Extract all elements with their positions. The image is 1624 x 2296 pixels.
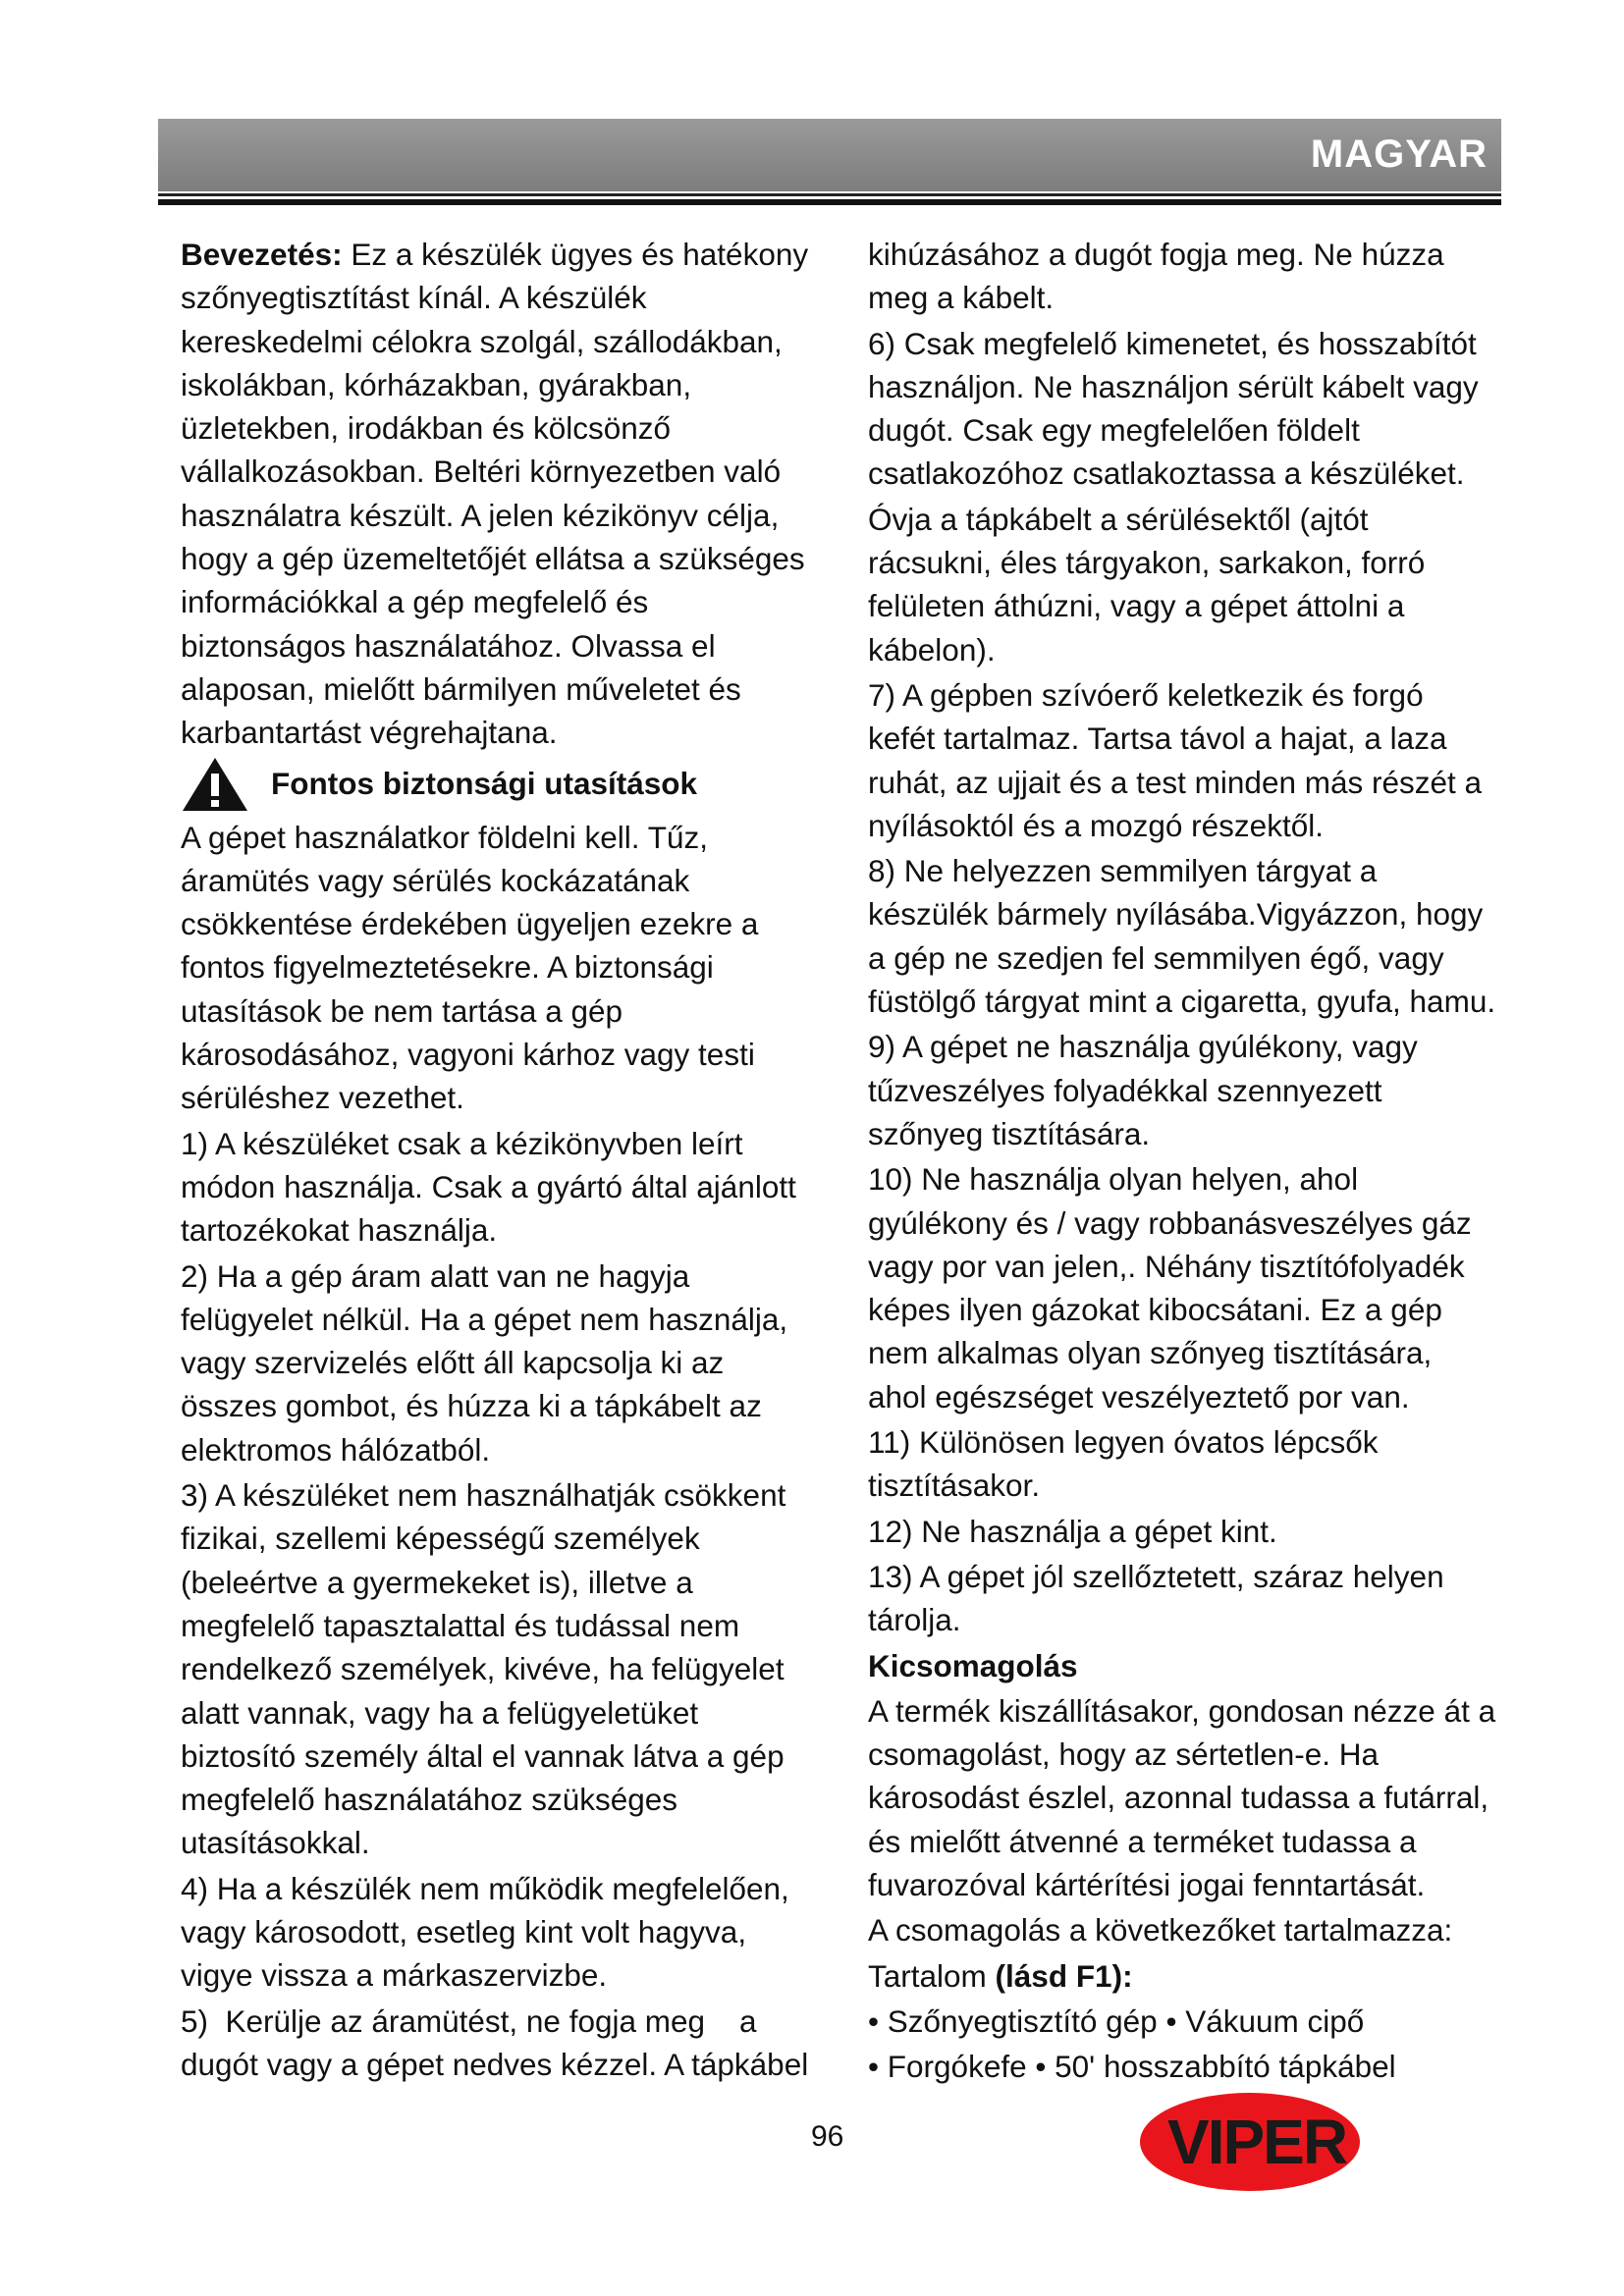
safety-title: Fontos biztonsági utasítások xyxy=(271,766,698,802)
safety-item-1: 1) A készüléket csak a kézikönyvben leírt módon használja. Csak a gyártó által ajánlott tartozékokat használja. xyxy=(181,1125,796,1249)
safety-item-4: 4) Ha a készülék nem működik megfelelően, vagy károsodott, esetleg kint volt hagyva, vigye vissza a márkaszervizbe. xyxy=(181,1870,789,1994)
safety-item-10: 10) Ne használja olyan helyen, ahol gyúlékony és / vagy robbanásveszélyes gáz vagy por van jelen,. Néhány tisztítófolyadék képes ilyen gázokat kibocsátani. Ez a gép nem alkalmas olyan szőnyeg tisztítására, ahol egészséget veszélyeztető por van. xyxy=(868,1161,1472,1415)
page-number: 96 xyxy=(811,2120,844,2153)
unpacking-text: A termék kiszállításakor, gondosan nézze át a csomagolást, hogy az sértetlen-e. Ha károsodást észlel, azonnal tudassa a futárral, és mielőtt átvenné a terméket tudassa a fuvarozóval kártérítési jogai fenntartását. xyxy=(868,1692,1496,1902)
safety-item-13: 13) A gépet jól szellőztetett, száraz helyen tárolja. xyxy=(868,1558,1444,1638)
safety-item-5: 5) Kerülje az áramütést, ne fogja meg a dugót vagy a gépet nedves kézzel. A tápkábel xyxy=(181,2002,809,2082)
safety-intro: A gépet használatkor földelni kell. Tűz, áramütés vagy sérülés kockázatának csökkentése érdekében ügyeljen ezekre a fontos figyelmeztetésekre. A biztonsági utasítások be nem tartása a gép károsodásához, vagyoni kárhoz vagy testi sérüléshez vezethet. xyxy=(181,819,759,1116)
safety-item-9: 9) A gépet ne használja gyúlékony, vagy tűzveszélyes folyadékkal szennyezett szőnyeg tisztítására. xyxy=(868,1029,1418,1151)
safety-item-11: 11) Különösen legyen óvatos lépcsők tisztításakor. xyxy=(868,1424,1379,1504)
safety-item-12: 12) Ne használja a gépet kint. xyxy=(868,1513,1277,1549)
contents-list-line-1: • Szőnyegtisztító gép • Vákuum cipő xyxy=(868,2002,1365,2039)
intro-paragraph xyxy=(181,233,809,755)
header-bar xyxy=(158,119,1501,191)
intro-label: Bevezetés: xyxy=(181,237,343,272)
safety-item-6-note: Óvja a tápkábelt a sérülésektől (ajtót rácsukni, éles tárgyakon, sarkakon, forró felületen áthúzni, vagy a gépet áttolni a kábelon). xyxy=(868,501,1426,667)
contents-list-line-2: • Forgókefe • 50' hosszabbító tápkábel xyxy=(868,2049,1396,2085)
header-rule-thick xyxy=(158,199,1501,205)
safety-heading xyxy=(181,757,809,812)
left-column xyxy=(181,233,809,2088)
safety-item-8: 8) Ne helyezzen semmilyen tárgyat a készülék bármely nyílásába.Vigyázzon, hogy a gép ne szedjen fel semmilyen égő, vagy füstölgő tárgyat mint a cigaretta, gyufa, hamu. xyxy=(868,853,1496,1020)
header-rule xyxy=(158,193,1501,196)
package-contents: A csomagolás a következőket tartalmazza: xyxy=(868,1912,1453,1949)
warning-icon xyxy=(181,756,249,813)
language-label: MAGYAR xyxy=(1310,133,1488,176)
contents-line xyxy=(868,1954,1496,1998)
safety-item-2: 2) Ha a gép áram alatt van ne hagyja felügyelet nélkül. Ha a gépet nem használja, vagy szervizelés előtt áll kapcsolja ki az összes gombot, és húzza ki a tápkábelt az elektromos hálózatból. xyxy=(181,1257,788,1468)
unpacking-title: Kicsomagolás xyxy=(868,1647,1078,1683)
contents-label: Tartalom xyxy=(868,1957,996,1994)
safety-item-5-continued: kihúzásához a dugót fogja meg. Ne húzza meg a kábelt. xyxy=(868,237,1444,316)
logo-text: VIPER xyxy=(1167,2107,1347,2177)
right-column xyxy=(868,233,1496,2090)
safety-item-3: 3) A készüléket nem használhatják csökkent fizikai, szellemi képességű személyek (beleértve a gyermekeket is), illetve a megfelelő tapasztalattal és tudással nem rendelkező személyek, kivéve, ha felügyelet alatt vannak, vagy ha a felügyeletüket biztosító személy által el vannak látva a gép megfelelő használatához szükséges utasításokkal. xyxy=(181,1477,786,1861)
intro-text: Ez a készülék ügyes és hatékony szőnyegtisztítást kínál. A készülék kereskedelmi célokra szolgál, szállodákban, iskolákban, kórházakban, gyárakban, üzletekben, irodákban és kölcsönző vállalkozásokban. Beltéri környezetben való használatra készült. A jelen kézikönyv célja, hogy a gép üzemeltetőjét ellátsa a szükséges információkkal a gép megfelelő és biztonságos használatához. Olvassa el alaposan, mielőtt bármilyen műveletet és karbantartást végrehajtana. xyxy=(181,237,809,751)
contents-ref: (lásd F1): xyxy=(995,1957,1133,1994)
safety-item-7: 7) A gépben szívóerő keletkezik és forgó kefét tartalmaz. Tartsa távol a hajat, a laza ruhát, az ujjait és a test minden más részét a nyílásoktól és a mozgó részektől. xyxy=(868,676,1483,843)
safety-item-6: 6) Csak megfelelő kimenetet, és hosszabítót használjon. Ne használjon sérült kábelt vagy dugót. Csak egy megfelelően földelt csatlakozóhoz csatlakoztassa a készüléket. xyxy=(868,325,1479,492)
viper-logo xyxy=(1134,2089,1409,2195)
